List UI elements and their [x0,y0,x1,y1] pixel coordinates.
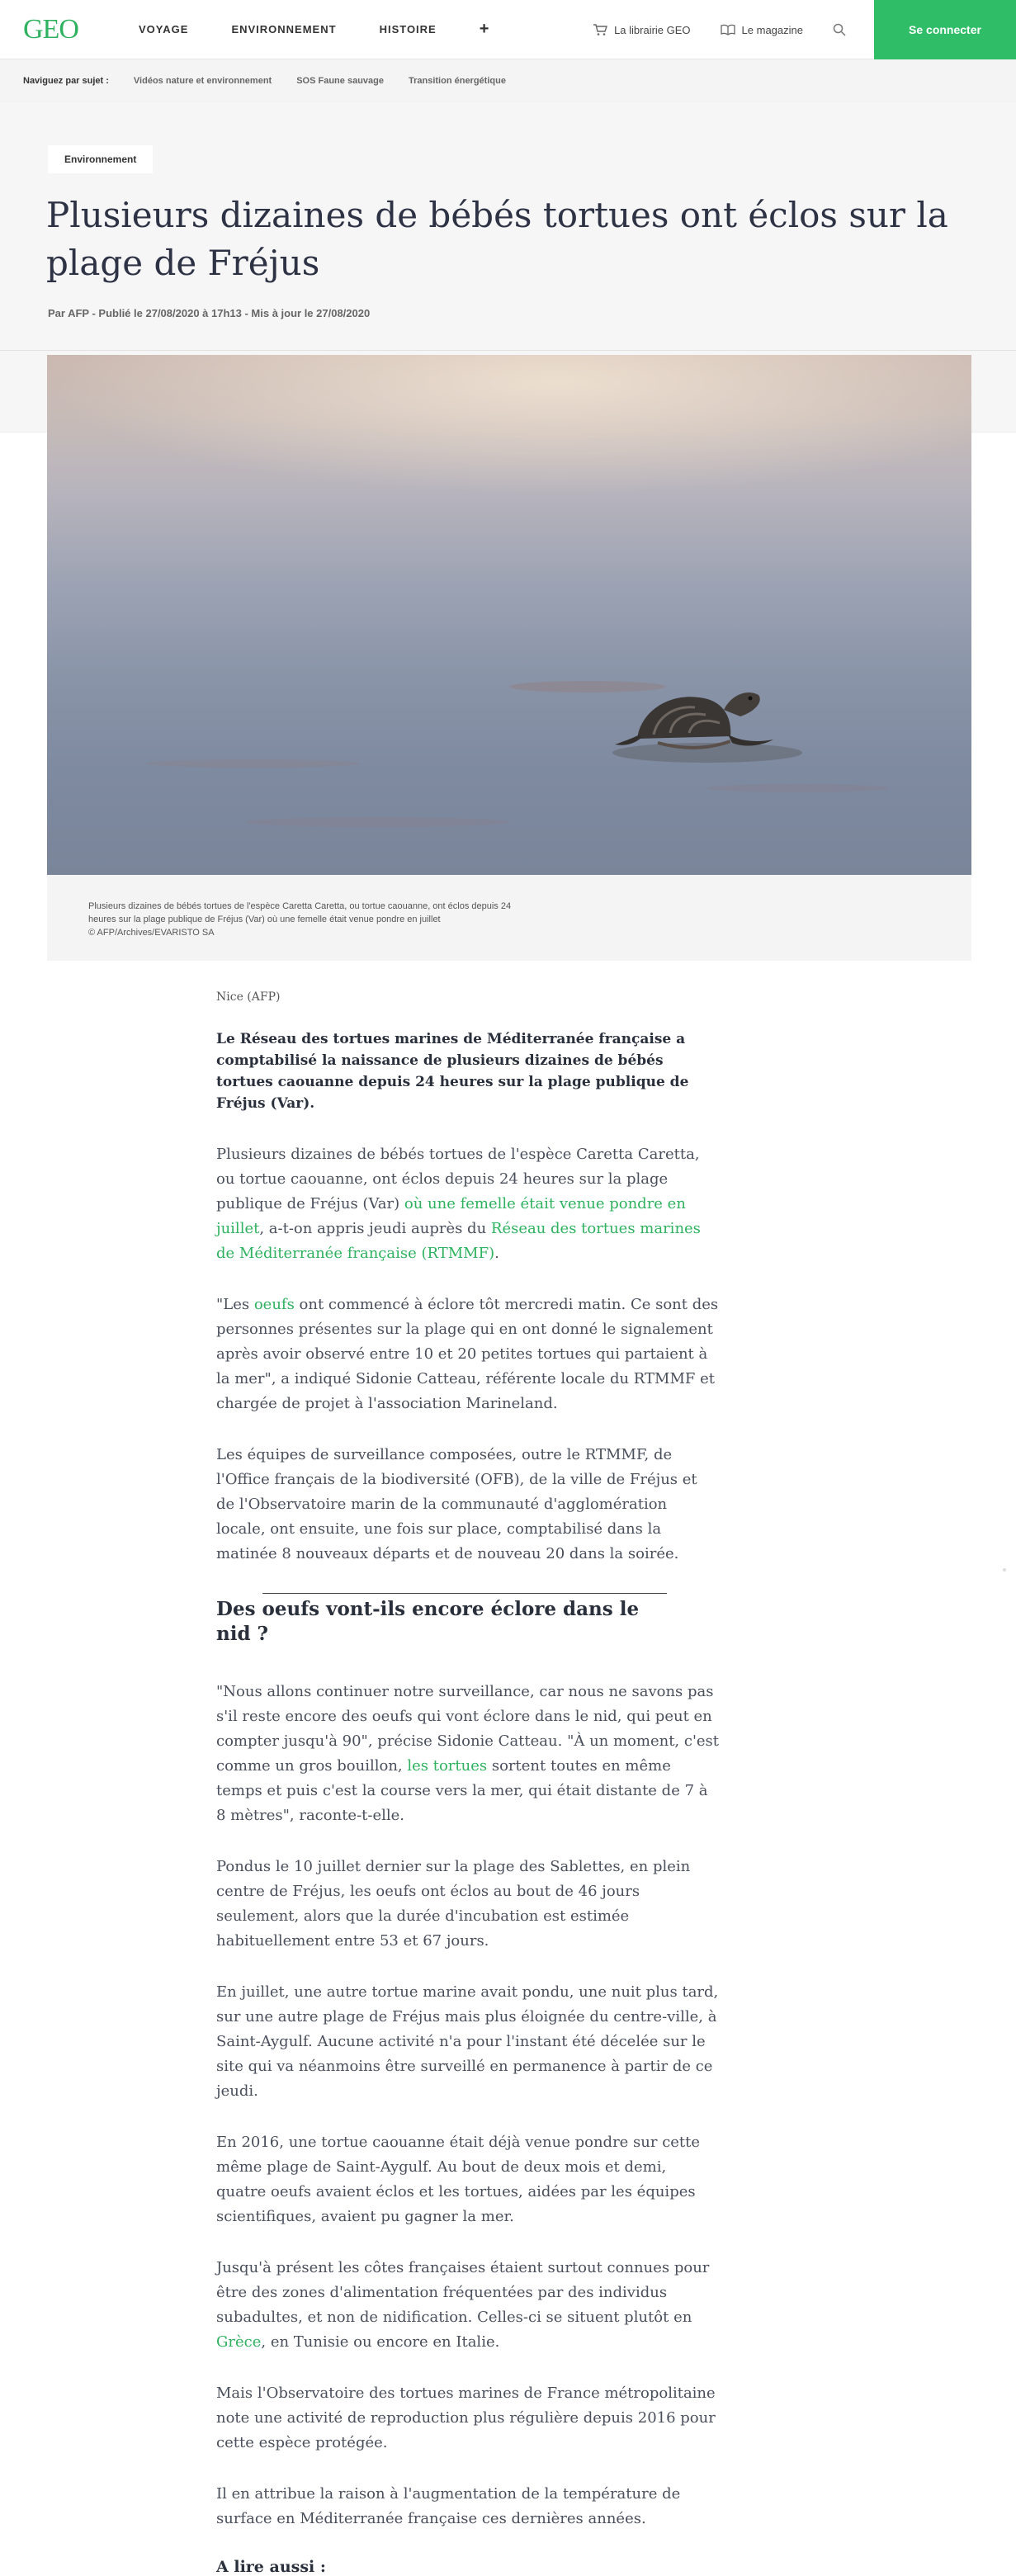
paragraph: Il en attribue la raison à l'augmentation de la température de surface en Méditerranée française ces dernières années. [216,2485,681,2527]
topic-videos-nature[interactable]: Vidéos nature et environnement [133,76,272,86]
paragraph: En 2016, une tortue caouanne était déjà venue pondre sur cette même plage de Saint-Aygulf. Au bout de deux mois et demi, quatre oeufs avaient éclos et les tortues, aidées par les équipes scientifiques, avaient pu gagner la mer. [216,2134,701,2225]
main-nav [139,20,489,39]
login-button[interactable]: Se connecter [874,0,1016,59]
byline: Par AFP - Publié le 27/08/2020 à 17h13 - Mis à jour le 27/08/2020 [48,307,371,319]
article-body [216,990,720,2576]
section-heading: Des oeufs vont-ils encore éclore dans le nid ? [216,1598,640,1645]
cart-icon [593,23,607,36]
nav-voyage[interactable]: VOYAGE [139,23,189,35]
paragraph: Pondus le 10 juillet dernier sur la plage des Sablettes, en plein centre de Fréjus, les oeufs ont éclos au bout de 46 jours seulement, alors que la durée d'incubation est estimée habituellement entre 53 et 67 jours. [216,1858,691,1950]
caption-text-2: heures sur la plage publique de Fréjus (Var) où une femelle était venue pondre en juillet [88,915,441,924]
librairie-link[interactable] [593,23,690,36]
librairie-label: La librairie GEO [614,23,691,36]
paragraph: "Nous allons continuer notre surveillance, car nous ne savons pas s'il reste encore des oeufs qui vont éclore dans le nid, qui peut en compter jusqu'à 90", précise Sidonie Catteau. "À un moment, c'est comme un gros bouillon, les tortues sortent toutes en même temps et puis c'est la course vers la mer, qui était distante de 7 à 8 mètres", raconte-t-elle. [216,1683,720,1824]
page-title: Plusieurs dizaines de bébés tortues ont éclos sur la plage de Fréjus [46,195,948,283]
paragraph: Mais l'Observatoire des tortues marines de France métropolitaine note une activité de reproduction plus régulière depuis 2016 pour cette espèce protégée. [216,2385,716,2451]
link-grece[interactable]: Grèce [216,2333,262,2351]
section-heading-block [216,1593,720,1647]
search-button[interactable] [833,23,846,36]
scroll-indicator [1003,1568,1006,1572]
paragraph: Jusqu'à présent les côtes françaises étaient surtout connues pour être des zones d'alimentation fréquentées par des individus subadultes, et non de nidification. Celles-ci se situent plutôt en Grèce, en Tunisie ou encore en Italie. [216,2259,710,2351]
paragraph: Les équipes de surveillance composées, outre le RTMMF, de l'Office français de la biodiversité (OFB), de la ville de Fréjus et de l'Observatoire marin de la communauté d'agglomération locale, ont ensuite, une fois sur place, comptabilisé dans la matinée 8 nouveaux départs et de nouveau 20 dans la soirée. [216,1446,697,1562]
link-rtmmf[interactable]: Réseau des tortues marines de Méditerranée française (RTMMF) [216,1220,701,1262]
link-femelle-pondre[interactable]: où une femelle était venue pondre en juillet [216,1195,686,1237]
nav-environnement[interactable]: ENVIRONNEMENT [231,23,337,35]
dateline: Nice (AFP) [216,990,281,1004]
topic-bar-label: Naviguez par sujet : [23,76,109,86]
baby-turtle-image [608,660,806,776]
nav-histoire[interactable]: HISTOIRE [379,23,437,35]
read-also-heading: A lire aussi : [216,2558,326,2576]
link-les-tortues[interactable]: les tortues [407,1757,488,1775]
nav-more-button[interactable]: + [479,20,489,38]
divider [0,350,1016,351]
book-icon [721,24,735,35]
magazine-link[interactable] [721,24,803,36]
site-header [0,0,1016,59]
heading-rule [262,1593,667,1594]
topic-transition-energetique[interactable]: Transition énergétique [408,76,506,86]
category-tag[interactable]: Environnement [48,145,153,173]
paragraph: En juillet, une autre tortue marine avait pondu, une nuit plus tard, sur une autre plage de Fréjus mais plus éloignée du centre-ville, à Saint-Aygulf. Aucune activité n'a pour l'instant été décelée sur le site qui va néanmoins être surveillé en permanence à partir de ce jeudi. [216,1983,719,2100]
geo-logo[interactable]: GEO [23,13,78,45]
paragraph: Plusieurs dizaines de bébés tortues de l'espèce Caretta Caretta, ou tortue caouanne, ont éclos depuis 24 heures sur la plage publique de Fréjus (Var) où une femelle était venue pondre en juillet, a-t-on appris jeudi auprès du Réseau des tortues marines de Méditerranée française (RTMMF). [216,1146,701,1262]
search-icon [833,23,846,36]
link-oeufs[interactable]: oeufs [253,1296,295,1313]
topic-bar [0,59,1016,102]
article-lead: Le Réseau des tortues marines de Méditerranée française a comptabilisé la naissance de plusieurs dizaines de bébés tortues caouanne depuis 24 heures sur la plage publique de Fréjus (Var). [216,1031,689,1112]
paragraph: "Les oeufs ont commencé à éclore tôt mercredi matin. Ce sont des personnes présentes sur la plage qui en ont donné le signalement après avoir observé entre 10 et 20 petites tortues qui partaient à la mer", a indiqué Sidonie Catteau, référente locale du RTMMF et chargée de projet à l'association Marineland. [216,1296,719,1412]
photo-caption [47,875,971,961]
topic-sos-faune[interactable]: SOS Faune sauvage [296,76,384,86]
article-photo [47,355,971,875]
caption-text-1: Plusieurs dizaines de bébés tortues de l'espèce Caretta Caretta, ou tortue caouanne, ont éclos depuis 24 [88,901,512,911]
magazine-label: Le magazine [741,23,803,36]
photo-credit: © AFP/Archives/EVARISTO SA [88,928,215,938]
